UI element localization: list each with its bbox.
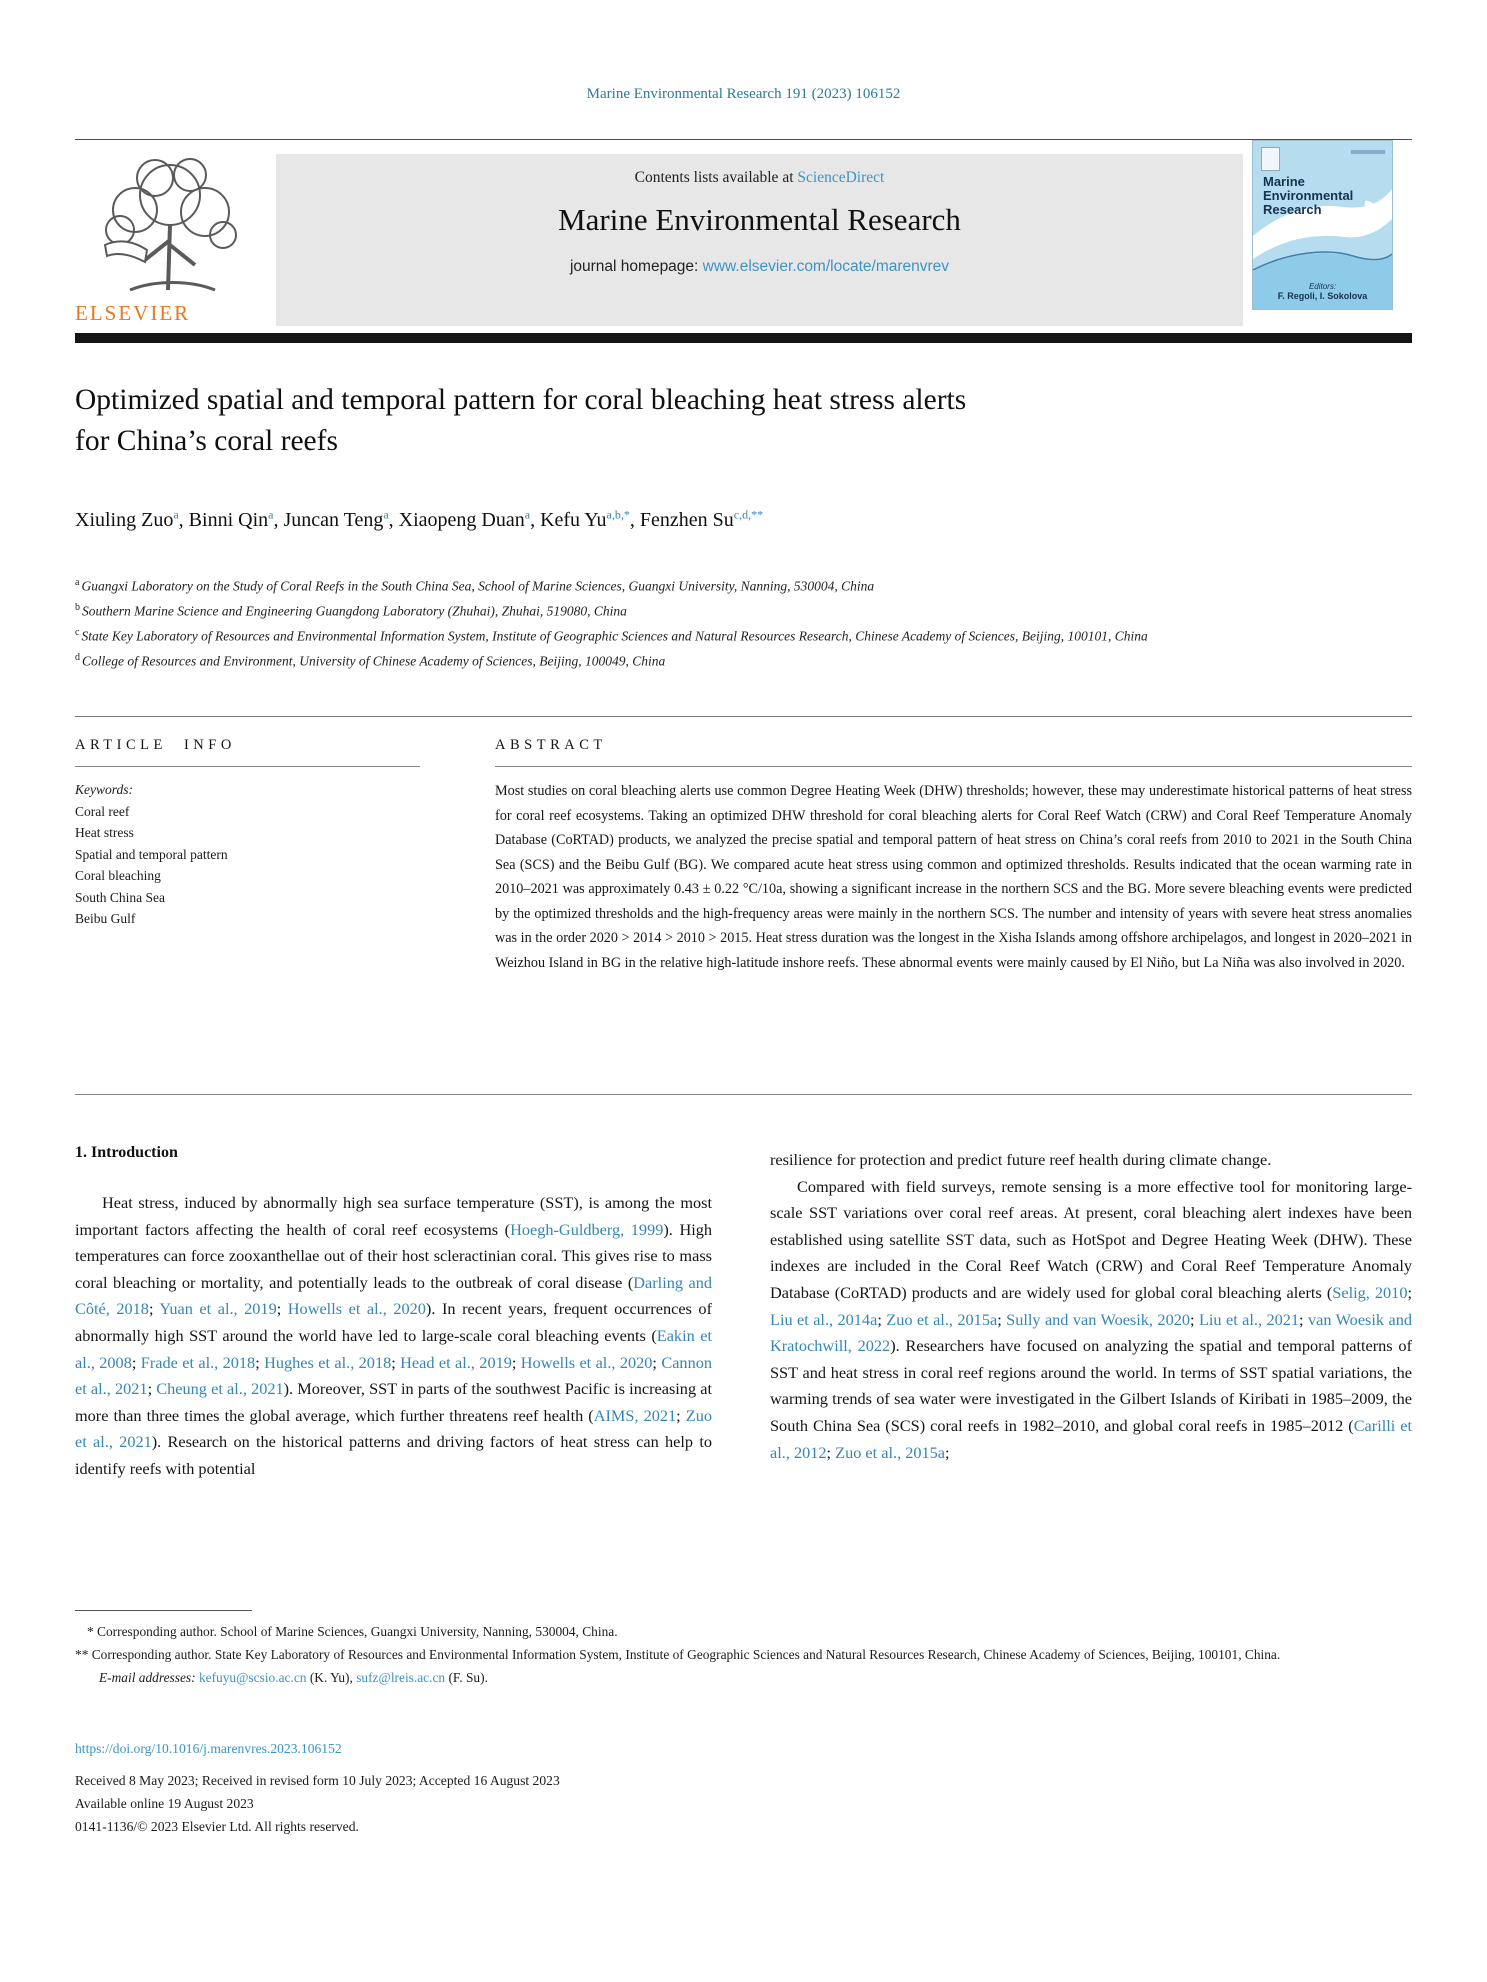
email-owner: (K. Yu), — [306, 1670, 357, 1685]
cover-editors — [1253, 282, 1392, 301]
intro-paragraph — [770, 1174, 1412, 1467]
contents-prefix: Contents lists available at — [634, 169, 798, 186]
citation-link[interactable]: Zuo et al., 2015a — [835, 1442, 946, 1462]
email-link[interactable]: kefuyu@scsio.ac.cn — [198, 1670, 307, 1685]
author-affiliation-sup: a — [268, 507, 274, 521]
intro-paragraph — [75, 1190, 712, 1483]
top-divider — [75, 139, 1412, 140]
email-owner: (F. Su). — [445, 1670, 488, 1685]
author: Juncan Teng$^a$, — [283, 507, 399, 531]
email-link[interactable]: sufz@lreis.ac.cn — [356, 1670, 446, 1685]
sciencedirect-link[interactable]: ScienceDirect — [797, 169, 885, 186]
footnote-divider — [75, 1610, 252, 1611]
keyword: Heat stress — [75, 825, 134, 840]
body-text: ; — [877, 1309, 887, 1329]
author-affiliation-sup: c,d,** — [733, 507, 764, 521]
section-divider — [75, 716, 1412, 717]
abstract-text: Most studies on coral bleaching alerts use common Degree Heating Week (DHW) thresholds; however, these may underestimate historical patterns of heat stress for coral reef ecosystems. Taking an optimized DHW threshold for coral bleaching alerts for Coral Reef Watch (CRW) and Coral Reef Temperature Anomaly Database (CoRTAD) products, we analyzed the precise spatial and temporal pattern of heat stress on China’s coral reefs from 2010 to 2021 in the South China Sea (SCS) and the Beibu Gulf (BG). We compared acute heat stress using common and optimized thresholds. Results indicated that the ocean warming rate in 2010–2021 was approximately 0.43 ± 0.22 °C/10a, showing a significant increase in the northern SCS and the BG. More severe bleaching events were predicted by the optimized thresholds and the high-frequency areas were mainly in the northern SCS. The number and intensity of years with severe heat stress anomalies was in the order 2020 > 2014 > 2010 > 2015. Heat stress duration was the longest in the Xisha Islands among offshore archipelagos, and longest in 2020–2021 in Weizhou Island in BG in the relative high-latitude inshore reefs. These abnormal events were mainly caused by El Niño, but La Niña was also involved in 2020. — [495, 783, 1412, 971]
journal-reference-line: Marine Environmental Research 191 (2023) 106152 — [586, 86, 901, 102]
author-affiliation-sup: a — [524, 507, 531, 521]
intro-paragraph: resilience for protection and predict future reef health during climate change. — [770, 1150, 1272, 1169]
citation-link[interactable]: Liu et al., 2014a — [770, 1309, 878, 1329]
article-info-heading-rule — [75, 766, 420, 767]
email-label: E-mail addresses: — [99, 1670, 196, 1685]
citation-link[interactable]: Yuan et al., 2019 — [159, 1299, 277, 1319]
body-text: ; — [511, 1352, 521, 1372]
article-title-line1: Optimized spatial and temporal pattern for coral bleaching heat stress alerts — [75, 384, 967, 416]
contents-line — [276, 169, 1243, 187]
citation-link[interactable]: Darling and Côté, 2018 — [75, 1272, 713, 1319]
affiliation: $^d$ College of Resources and Environment, University of Chinese Academy of Sciences, Beijing, 100049, China — [75, 652, 666, 669]
citation-link[interactable]: Liu et al., 2021 — [1198, 1309, 1300, 1329]
author: Binni Qin$^a$, — [188, 507, 284, 531]
citation-link[interactable]: Head et al., 2019 — [400, 1352, 512, 1372]
affiliation: $^c$ State Key Laboratory of Resources and Environmental Information System, Institute of Geographic Sciences and Natural Resources Research, Chinese Academy of Sciences, Beijing, 100101, China — [75, 627, 1148, 644]
body-text: ; — [1190, 1309, 1199, 1329]
affiliation: $^b$ Southern Marine Science and Engineering Guangdong Laboratory (Zhuhai), Zhuhai, 519080, China — [75, 602, 627, 619]
cover-editors-names: F. Regoli, I. Sokolova — [1277, 291, 1368, 301]
citation-link[interactable]: Howells et al., 2020 — [287, 1299, 426, 1319]
author-affiliation-sup: a — [173, 507, 179, 521]
author-affiliation-sup: a,b,* — [606, 507, 630, 521]
citation-link[interactable]: Hughes et al., 2018 — [264, 1352, 392, 1372]
citation-link[interactable]: Selig, 2010 — [1332, 1282, 1408, 1302]
email-addresses-line — [75, 1666, 1412, 1689]
body-text: Compared with field surveys, remote sensing is a more effective tool for monitoring large-scale SST variations over coral reef areas. At present, coral bleaching alert indexes have been established using satellite SST data, such as HotSpot and Degree Heating Week (DHW). These indexes are included in the Coral Reef Watch (CRW) and Coral Reef Temperature Anomaly Database (CoRTAD) products and are widely used for global coral bleaching alerts ( — [770, 1176, 1412, 1302]
keyword: Beibu Gulf — [75, 911, 136, 926]
cover-issn-text — [1351, 150, 1385, 154]
corresponding-author-note-2: ** Corresponding author. State Key Laboratory of Resources and Environmental Information System, Institute of Geographic Sciences and Natural Resources Research, Chinese Academy of Sciences, Beijing, 100101, China. — [75, 1647, 1281, 1662]
article-title — [75, 380, 1325, 462]
article-info-heading: ARTICLE INFO — [75, 737, 236, 753]
body-text: ). High temperatures can force zooxanthellae out of their host scleractinian coral. This gives rise to mass coral bleaching or mortality, and potentially leads to the outbreak of coral disease ( — [75, 1219, 713, 1292]
introduction-heading: 1. Introduction — [75, 1144, 178, 1161]
footnotes — [75, 1620, 1412, 1689]
body-text: ; — [997, 1309, 1007, 1329]
keyword: South China Sea — [75, 889, 165, 905]
citation-link[interactable]: Zuo et al., 2021 — [75, 1405, 712, 1452]
intro-left-column — [75, 1190, 712, 1483]
author: Kefu $Yu^{a,b,*}$, — [540, 507, 640, 531]
affiliation-list — [75, 572, 1412, 672]
keywords-label: Keywords: — [75, 782, 133, 797]
doi-link[interactable]: https://doi.org/10.1016/j.marenvres.2023.106152 — [75, 1741, 342, 1756]
body-text: ; — [1407, 1282, 1412, 1302]
body-text: ; — [131, 1352, 141, 1372]
cover-title-line: Research — [1263, 202, 1322, 217]
banner-bottom-bar — [75, 333, 1412, 343]
author-affiliation-sup: a — [383, 507, 389, 521]
body-text: ; — [255, 1352, 265, 1372]
article-title-line2: for China’s coral reefs — [75, 425, 338, 457]
body-text: ; — [391, 1352, 401, 1372]
citation-link[interactable]: Cannon et al., 2021 — [75, 1352, 712, 1399]
journal-name: Marine Environmental Research — [558, 202, 961, 237]
article-footer — [75, 1737, 1412, 1838]
article-info-column — [75, 737, 420, 930]
citation-link[interactable]: van Woesik and Kratochwill, 2022 — [770, 1309, 1412, 1356]
homepage-line — [276, 258, 1243, 276]
corresponding-author-note-1: * Corresponding author. School of Marine Sciences, Guangxi University, Nanning, 530004, China. — [87, 1624, 618, 1639]
body-text: ; — [147, 1379, 157, 1399]
author: Fenzhen $Su^{c,d,**}$ — [639, 507, 764, 531]
cover-elsevier-mini-logo — [1261, 147, 1280, 171]
citation-link[interactable]: Frade et al., 2018 — [140, 1352, 256, 1372]
citation-link[interactable]: Zuo et al., 2015a — [886, 1309, 998, 1329]
body-text: ). Research on the historical patterns and driving factors of heat stress can help to identify reefs with potential — [75, 1432, 712, 1478]
cover-editors-label: Editors: — [1308, 282, 1337, 291]
author-list — [75, 507, 1412, 532]
citation-link[interactable]: Howells et al., 2020 — [520, 1352, 653, 1372]
abstract-bottom-divider — [75, 1094, 1412, 1095]
body-text: ; — [276, 1299, 288, 1319]
body-text: ; — [1299, 1309, 1308, 1329]
available-online: Available online 19 August 2023 — [75, 1796, 254, 1811]
abstract-heading-rule — [495, 766, 1412, 767]
citation-link[interactable]: Carilli et al., 2012 — [770, 1415, 1413, 1462]
citation-link[interactable]: Hoegh-Guldberg, 1999 — [510, 1219, 664, 1239]
cover-title-line: Environmental — [1263, 188, 1354, 203]
keyword: Spatial and temporal pattern — [75, 846, 228, 862]
citation-link[interactable]: Eakin et al., 2008 — [75, 1325, 712, 1372]
body-text: ; — [676, 1405, 686, 1425]
copyright-line: 0141-1136/© 2023 Elsevier Ltd. All rights reserved. — [75, 1819, 359, 1834]
elsevier-wordmark: ELSEVIER — [75, 301, 191, 325]
journal-cover-thumbnail — [1252, 140, 1393, 310]
citation-link[interactable]: AIMS, 2021 — [593, 1405, 677, 1425]
abstract-column — [495, 737, 1412, 975]
intro-right-column — [770, 1147, 1412, 1466]
abstract-heading: ABSTRACT — [495, 737, 607, 753]
cover-journal-title — [1263, 175, 1353, 217]
journal-banner — [75, 150, 1412, 332]
journal-header-box — [276, 154, 1243, 326]
keyword: Coral bleaching — [75, 868, 161, 883]
body-text: ; — [148, 1299, 160, 1319]
author: Xiuling Zuo$^a$, — [75, 507, 189, 531]
keyword: Coral reef — [75, 803, 130, 819]
homepage-link[interactable]: www.elsevier.com/locate/marenvrev — [702, 258, 950, 275]
affiliation: $^a$ Guangxi Laboratory on the Study of Coral Reefs in the South China Sea, School of Marine Sciences, Guangxi University, Nanning, 530004, China — [75, 577, 875, 594]
elsevier-logo — [75, 150, 275, 330]
received-dates: Received 8 May 2023; Received in revised form 10 July 2023; Accepted 16 August 2023 — [75, 1773, 560, 1788]
body-text: ; — [652, 1352, 662, 1372]
author: Xiaopeng Duan$^a$, — [398, 507, 541, 531]
homepage-prefix: journal homepage: — [569, 258, 703, 275]
body-text: ; — [945, 1442, 950, 1462]
body-text: ). In recent years, frequent occurrences of abnormally high SST around the world have led to large-scale coral bleaching events ( — [75, 1299, 712, 1345]
cover-title-line: Marine — [1263, 174, 1305, 189]
citation-link[interactable]: Cheung et al., 2021 — [156, 1379, 284, 1399]
body-text: ). Moreover, SST in parts of the southwest Pacific is increasing at more than three times the global average, which further threatens reef health ( — [75, 1379, 713, 1425]
citation-link[interactable]: Sully and van Woesik, 2020 — [1006, 1309, 1190, 1329]
body-text: Heat stress, induced by abnormally high sea surface temperature (SST), is among the most important factors affecting the health of coral reef ecosystems ( — [75, 1193, 712, 1239]
body-text: ; — [826, 1442, 836, 1462]
body-text: ). Researchers have focused on analyzing the spatial and temporal patterns of SST and heat stress in coral reef regions around the world. In terms of SST spatial variations, the warming trends of sea water were investigated in the Gilbert Islands of Kiribati in 1985–2009, the South China Sea (SCS) coral reefs in 1982–2010, and global coral reefs in 1985–2012 ( — [770, 1336, 1412, 1435]
